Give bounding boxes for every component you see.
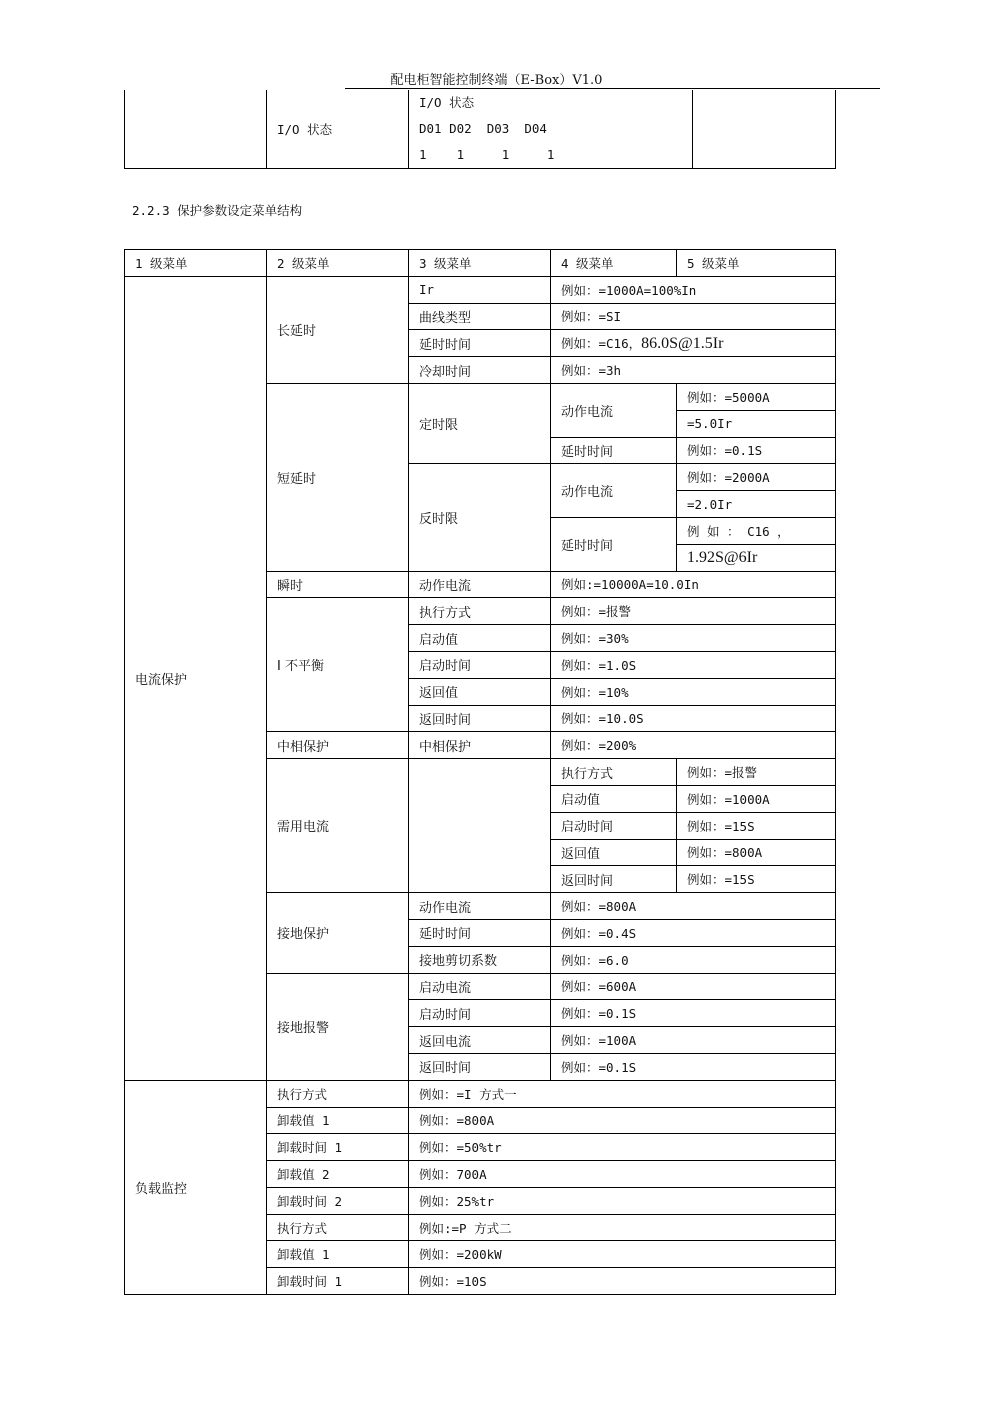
table-row <box>125 1080 836 1107</box>
demand-mode: 执行方式 <box>551 759 677 786</box>
demand-return: 返回值 <box>551 839 677 866</box>
io-empty-cell-1 <box>125 90 267 169</box>
demand-start-time: 启动时间 <box>551 812 677 839</box>
table-header-row <box>125 250 836 277</box>
ground-protect-current: 动作电流 <box>409 893 551 920</box>
load-monitor-label: 负载监控 <box>125 1080 267 1294</box>
io-outputs: D01 D02 D03 D04 <box>419 121 547 136</box>
io-status-table <box>124 90 836 169</box>
load-row-example: 例如：=200kW <box>409 1241 836 1268</box>
load-row-name: 卸载值 1 <box>267 1241 409 1268</box>
unbalance-return: 返回值 <box>409 678 551 705</box>
load-row-name: 卸载时间 1 <box>267 1134 409 1161</box>
long-delay-ir-example: 例如：=1000A=100%In <box>551 276 836 303</box>
header-rule <box>345 88 880 89</box>
short-def-current-example-2: =5.0Ir <box>677 410 836 437</box>
demand-empty-cell <box>409 759 551 893</box>
io-status-label: I/O 状态 <box>267 90 409 169</box>
unbalance-return-time-example: 例如：=10.0S <box>551 705 836 732</box>
ground-protect-label: 接地保护 <box>267 893 409 973</box>
load-row-name: 执行方式 <box>267 1080 409 1107</box>
long-delay-delay-example-prefix: 例如：=C16， <box>561 335 642 351</box>
short-inv-current: 动作电流 <box>551 464 677 518</box>
long-delay-cool: 冷却时间 <box>409 357 551 384</box>
table-row <box>125 276 836 303</box>
neutral-example: 例如：=200% <box>551 732 836 759</box>
unbalance-label: I 不平衡 <box>267 598 409 732</box>
header-level-2: 2 级菜单 <box>267 250 409 277</box>
ground-alarm-start-example: 例如：=600A <box>551 973 836 1000</box>
short-inv-delay: 延时时间 <box>551 517 677 571</box>
unbalance-mode-example: 例如：=报警 <box>551 598 836 625</box>
neutral-label: 中相保护 <box>267 732 409 759</box>
instant-label: 瞬时 <box>267 571 409 598</box>
long-delay-delay-example-value: 86.0S@1.5Ir <box>641 334 724 352</box>
demand-return-time: 返回时间 <box>551 866 677 893</box>
unbalance-start-time-example: 例如：=1.0S <box>551 651 836 678</box>
long-delay-ir: Ir <box>409 276 551 303</box>
load-row-example: 例如：=10S <box>409 1268 836 1295</box>
demand-label: 需用电流 <box>267 759 409 893</box>
load-row-name: 卸载时间 2 <box>267 1187 409 1214</box>
unbalance-mode: 执行方式 <box>409 598 551 625</box>
ground-alarm-return: 返回电流 <box>409 1027 551 1054</box>
demand-start-example: 例如：=1000A <box>677 785 836 812</box>
short-inv-delay-example-2: 1.92S@6Ir <box>677 544 836 571</box>
demand-start: 启动值 <box>551 785 677 812</box>
short-def-delay: 延时时间 <box>551 437 677 464</box>
load-row-name: 卸载值 1 <box>267 1107 409 1134</box>
header-level-1: 1 级菜单 <box>125 250 267 277</box>
long-delay-cool-example: 例如：=3h <box>551 357 836 384</box>
ground-protect-coef-example: 例如：=6.0 <box>551 946 836 973</box>
io-empty-cell-2 <box>693 90 836 169</box>
ground-protect-current-example: 例如：=800A <box>551 893 836 920</box>
header-level-4: 4 级菜单 <box>551 250 677 277</box>
io-status-detail <box>409 90 693 169</box>
current-protection-label: 电流保护 <box>125 276 267 1080</box>
long-delay-delay: 延时时间 <box>409 330 551 357</box>
short-def-delay-example: 例如：=0.1S <box>677 437 836 464</box>
unbalance-return-time: 返回时间 <box>409 705 551 732</box>
ground-alarm-return-example: 例如：=100A <box>551 1027 836 1054</box>
demand-return-time-example: 例如：=15S <box>677 866 836 893</box>
long-delay-label: 长延时 <box>267 276 409 383</box>
protection-menu-table <box>124 249 836 1295</box>
ground-alarm-return-time-example: 例如：=0.1S <box>551 1053 836 1080</box>
demand-start-time-example: 例如：=15S <box>677 812 836 839</box>
load-row-example: 例如：=50%tr <box>409 1134 836 1161</box>
short-def-current-example-1: 例如：=5000A <box>677 383 836 410</box>
ground-protect-delay: 延时时间 <box>409 919 551 946</box>
unbalance-start-example: 例如：=30% <box>551 625 836 652</box>
section-title: 2.2.3 保护参数设定菜单结构 <box>132 203 303 218</box>
document-header: 配电柜智能控制终端（E-Box）V1.0 <box>390 73 603 88</box>
short-inv-current-example-1: 例如：=2000A <box>677 464 836 491</box>
short-inv-current-example-2: =2.0Ir <box>677 491 836 518</box>
long-delay-curve: 曲线类型 <box>409 303 551 330</box>
io-values: 1 1 1 1 <box>419 147 555 162</box>
short-def-current: 动作电流 <box>551 383 677 437</box>
load-row-name: 卸载时间 1 <box>267 1268 409 1295</box>
demand-return-example: 例如：=800A <box>677 839 836 866</box>
header-level-5: 5 级菜单 <box>677 250 836 277</box>
short-delay-inverse: 反时限 <box>409 464 551 571</box>
ground-alarm-label: 接地报警 <box>267 973 409 1080</box>
long-delay-curve-example: 例如：=SI <box>551 303 836 330</box>
load-row-example: 例如：700A <box>409 1161 836 1188</box>
load-row-example: 例如：25%tr <box>409 1187 836 1214</box>
ground-alarm-return-time: 返回时间 <box>409 1053 551 1080</box>
short-delay-definite: 定时限 <box>409 383 551 463</box>
short-delay-label: 短延时 <box>267 383 409 571</box>
demand-mode-example: 例如：=报警 <box>677 759 836 786</box>
unbalance-start: 启动值 <box>409 625 551 652</box>
io-status-title: I/O 状态 <box>419 95 475 110</box>
load-row-name: 执行方式 <box>267 1214 409 1241</box>
load-row-name: 卸载值 2 <box>267 1161 409 1188</box>
instant-current: 动作电流 <box>409 571 551 598</box>
load-row-example: 例如:=P 方式二 <box>409 1214 836 1241</box>
ground-alarm-start: 启动电流 <box>409 973 551 1000</box>
ground-protect-coef: 接地剪切系数 <box>409 946 551 973</box>
instant-current-example: 例如:=10000A=10.0In <box>551 571 836 598</box>
long-delay-delay-example <box>551 330 836 357</box>
io-status-row <box>125 90 836 169</box>
unbalance-return-example: 例如：=10% <box>551 678 836 705</box>
header-level-3: 3 级菜单 <box>409 250 551 277</box>
load-row-example: 例如：=800A <box>409 1107 836 1134</box>
unbalance-start-time: 启动时间 <box>409 651 551 678</box>
ground-alarm-start-time: 启动时间 <box>409 1000 551 1027</box>
load-row-example: 例如：=I 方式一 <box>409 1080 836 1107</box>
ground-protect-delay-example: 例如：=0.4S <box>551 919 836 946</box>
ground-alarm-start-time-example: 例如：=0.1S <box>551 1000 836 1027</box>
short-inv-delay-example-1: 例 如 ： C16 ， <box>677 517 836 544</box>
neutral-sub: 中相保护 <box>409 732 551 759</box>
